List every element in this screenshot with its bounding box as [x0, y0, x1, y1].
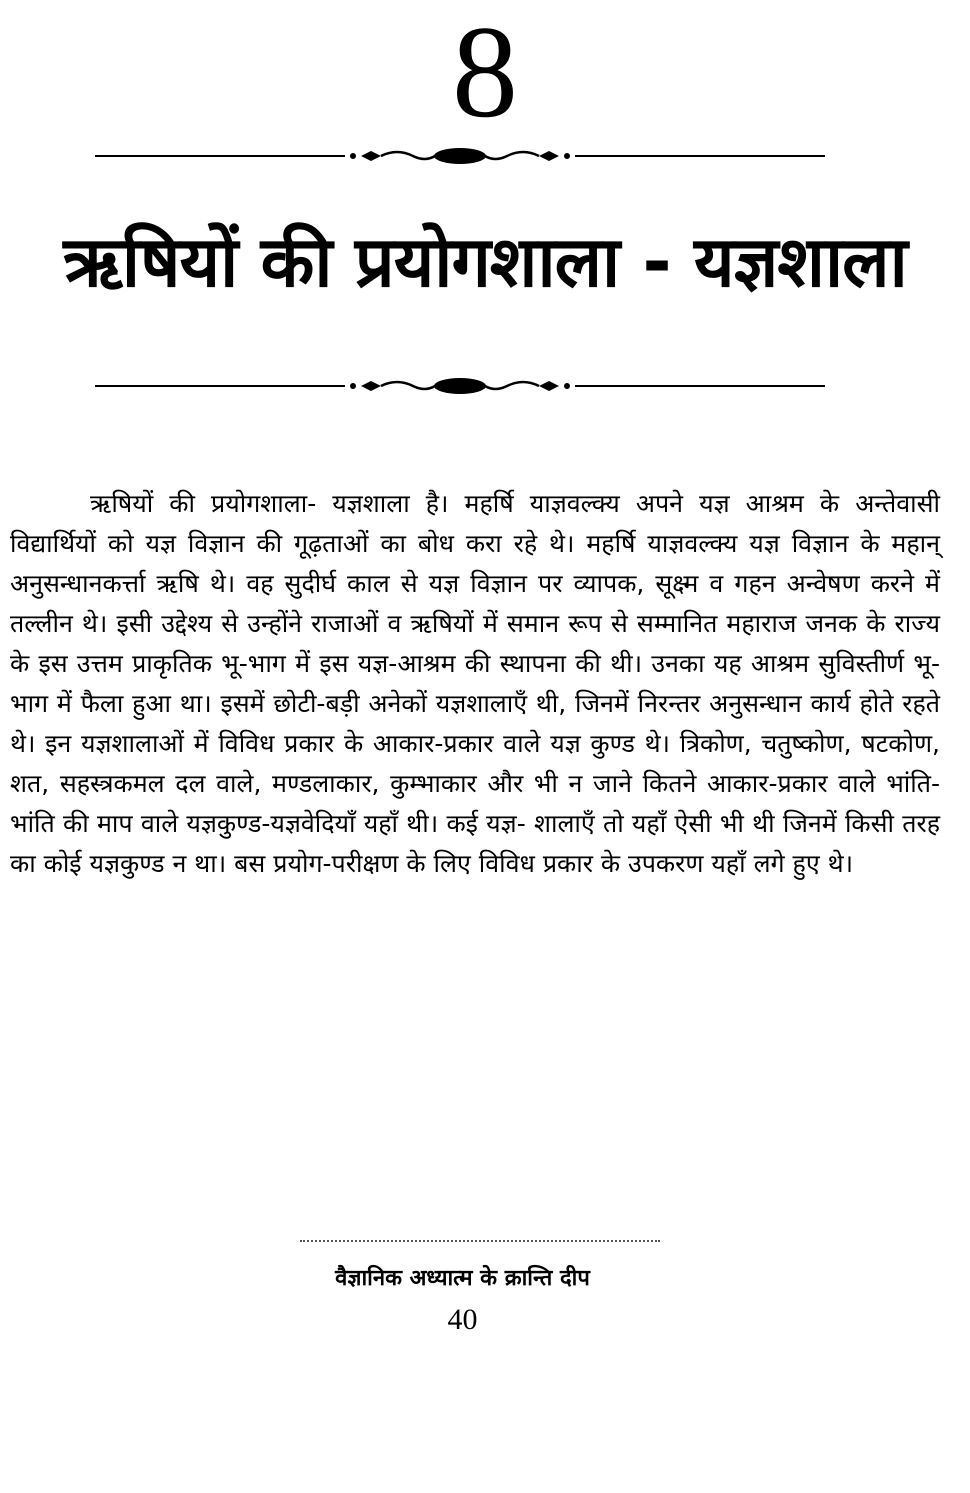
chapter-title: ऋषियों की प्रयोगशाला - यज्ञशाला	[63, 221, 907, 303]
body-paragraph: ऋषियों की प्रयोगशाला- यज्ञशाला है। महर्षि याज्ञवल्क्य अपने यज्ञ आश्रम के अन्तेवासी विद्यार्थियों को यज्ञ विज्ञान की गूढ़ताओं का बोध करा रहे थे। महर्षि याज्ञवल्क्य यज्ञ विज्ञान के महान् अनुसन्धानकर्त्ता ऋषि थे। वह सुदीर्घ काल से यज्ञ विज्ञान पर व्यापक, सूक्ष्म व गहन अन्वेषण करने में तल्लीन थे। इसी उद्देश्य से उन्होंने राजाओं व ऋषियों में समान रूप से सम्मानित महाराज जनक के राज्य के इस उत्तम प्राकृतिक भू-भाग में इस यज्ञ-आश्रम की स्थापना की थी। उनका यह आश्रम सुविस्तीर्ण भू-भाग में फैला हुआ था। इसमें छोटी-बड़ी अनेकों यज्ञशालाएँ थी, जिनमें निरन्तर अनुसन्धान कार्य होते रहते थे। इन यज्ञशालाओं में विविध प्रकार के आकार-प्रकार वाले यज्ञ कुण्ड थे। त्रिकोण, चतुष्कोण, षटकोण, शत, सहस्त्रकमल दल वाले, मण्डलाकार, कुम्भाकार और भी न जाने कितने आकार-प्रकार वाले भांति-भांति की माप वाले यज्ञकुण्ड-यज्ञवेदियाँ यहाँ थी। कई यज्ञ- शालाएँ तो यहाँ ऐसी भी थी जिनमें किसी तरह का कोई यज्ञकुण्ड न था। बस प्रयोग-परीक्षण के लिए विविध प्रकार के उपकरण यहाँ लगे हुए थे।	[10, 489, 940, 878]
divider-swirl	[485, 382, 539, 389]
divider-center-leaf	[434, 148, 486, 164]
footer-book-title: वैज्ञानिक अध्यात्म के क्रान्ति दीप	[335, 1266, 590, 1291]
divider-diamond	[361, 151, 381, 161]
divider-diamond	[539, 151, 559, 161]
divider-swirl	[381, 152, 435, 159]
divider-dot	[350, 153, 356, 159]
divider-dot	[564, 383, 570, 389]
divider-swirl	[381, 382, 435, 389]
chapter-number: 8	[452, 0, 518, 145]
divider-diamond	[539, 381, 559, 391]
divider-diamond	[361, 381, 381, 391]
ornamental-divider-bottom	[95, 374, 825, 398]
divider-center-leaf	[434, 378, 486, 394]
page-number: 40	[447, 1303, 478, 1336]
ornamental-divider-top	[95, 144, 825, 168]
divider-dot	[350, 383, 356, 389]
footer-dotted-rule	[300, 1240, 660, 1242]
divider-dot	[564, 153, 570, 159]
divider-swirl	[485, 152, 539, 159]
